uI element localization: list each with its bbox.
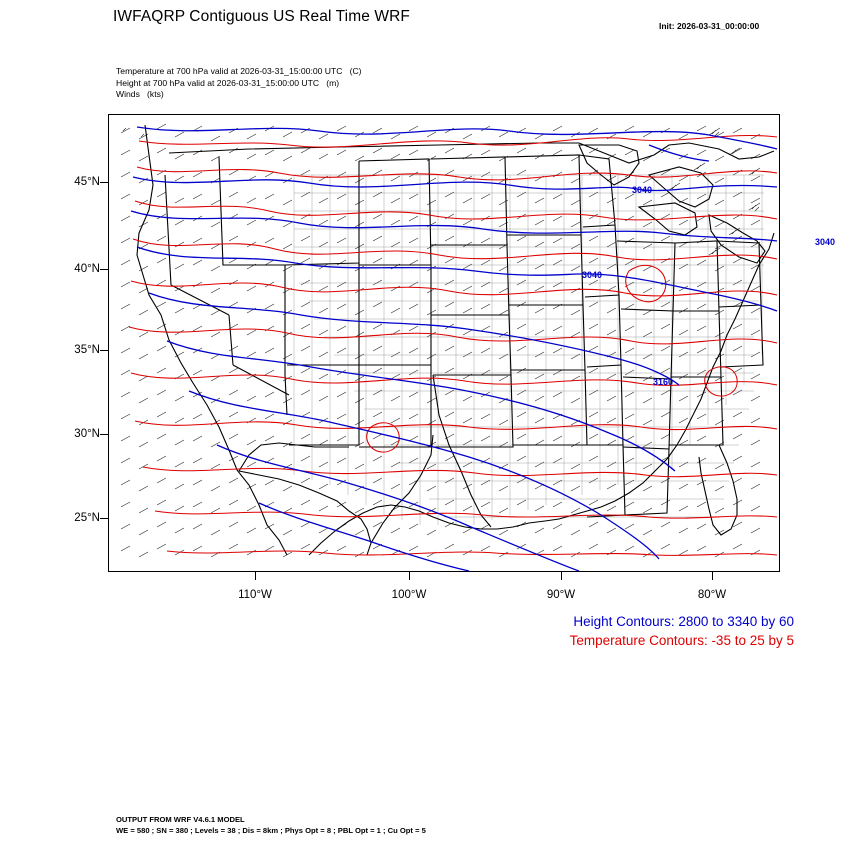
contour-label-3040-a: 3040 [632, 185, 653, 195]
legend-height-contours: Height Contours: 2800 to 3340 by 60 [573, 614, 794, 629]
temperature-contours-layer [129, 135, 777, 555]
ytick-label-45n: 45°N [74, 176, 100, 188]
ytick-label-35n: 35°N [74, 344, 100, 356]
field-label-height: Height at 700 hPa valid at 2026-03-31_15:00:00 UTC (m) [116, 77, 340, 88]
ytick-label-30n: 30°N [74, 428, 100, 440]
init-time-label: Init: 2026-03-31_00:00:00 [659, 21, 760, 31]
contour-labels-layer [582, 145, 850, 387]
contour-label-3040-c: 3040 [582, 270, 603, 280]
xtick-label-110w: 110°W [238, 589, 272, 601]
ytick-mark-25n [100, 518, 108, 519]
field-label-winds: Winds (kts) [116, 89, 164, 99]
ytick-mark-45n [100, 182, 108, 183]
contour-label-3040-b: 3040 [815, 237, 836, 247]
legend-temperature-contours: Temperature Contours: -35 to 25 by 5 [569, 633, 794, 648]
xtick-label-90w: 90°W [546, 589, 576, 601]
ytick-mark-40n [100, 269, 108, 270]
contour-label-3160: 3160 [653, 377, 674, 387]
xtick-mark-90w [561, 572, 562, 580]
page-title: IWFAQRP Contiguous US Real Time WRF [113, 8, 410, 25]
ytick-label-25n: 25°N [74, 512, 100, 524]
xtick-mark-100w [409, 572, 410, 580]
xtick-label-80w: 80°W [697, 589, 727, 601]
xtick-label-100w: 100°W [391, 589, 427, 601]
footer-config-line: WE = 580 ; SN = 380 ; Levels = 38 ; Dis = 8km ; Phys Opt = 8 ; PBL Opt = 1 ; Cu Opt = 5 [116, 825, 426, 835]
contour-legend [0, 612, 794, 650]
model-output-footer [116, 815, 426, 836]
map-plot-area [108, 114, 836, 572]
ytick-mark-30n [100, 434, 108, 435]
xtick-mark-80w [712, 572, 713, 580]
field-label-temperature: Temperature at 700 hPa valid at 2026-03-31_15:00:00 UTC (C) [116, 66, 362, 76]
ytick-mark-35n [100, 350, 108, 351]
xtick-mark-110w [255, 572, 256, 580]
footer-model-line: OUTPUT FROM WRF V4.6.1 MODEL [116, 815, 245, 824]
ytick-label-40n: 40°N [74, 263, 100, 275]
field-description-block [116, 66, 362, 101]
